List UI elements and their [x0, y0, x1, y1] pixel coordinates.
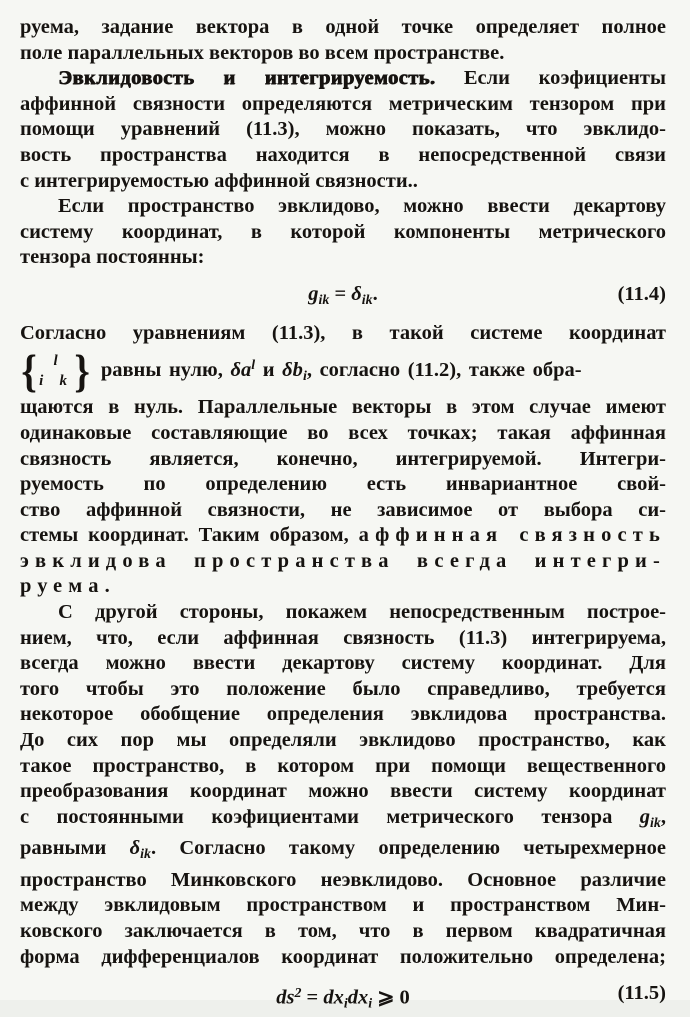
text-segment: равными: [20, 837, 130, 860]
text-segment: . Согласно такому определению четырехмерное: [150, 837, 666, 860]
text-segment: руемость по определению есть инвариантное свой-: [20, 473, 666, 496]
equation-11-4: [20, 282, 666, 313]
text-segment: пространство Минковского неэвклидово. Основное различие: [20, 868, 666, 891]
right-brace: }: [74, 345, 90, 397]
text-line: [20, 321, 666, 347]
text-line: [20, 395, 666, 421]
text-segment: связность является, конечно, интегрируемой. Интегри-: [20, 447, 666, 470]
page-content: [20, 15, 666, 1017]
text-line: [20, 836, 666, 867]
text-line: [20, 779, 666, 805]
text-line: [20, 728, 666, 754]
text-segment: Если коэфициенты: [435, 67, 666, 90]
text-segment: с интегрируемостью аффинной связности..: [20, 169, 418, 192]
christoffel-line: [20, 347, 666, 395]
text-line: [20, 754, 666, 780]
text-line: [20, 447, 666, 473]
text-line: [20, 805, 666, 836]
text-segment: i: [302, 368, 307, 384]
text-segment: поле параллельных векторов во всем пространстве.: [20, 41, 505, 64]
text-segment: того чтобы это положение было справедливо, требуется: [20, 677, 666, 700]
text-line: [20, 472, 666, 498]
text-segment: некоторое обобщение определения эвклидова пространства.: [20, 703, 666, 726]
christoffel-symbol: [20, 347, 91, 395]
text-segment: такое пространство, в котором при помощи вещественного: [20, 754, 666, 777]
text-line: [20, 15, 666, 41]
text-segment: =: [301, 986, 324, 1009]
text-segment: одинаковые составляющие во всех точках; такая аффинная: [20, 421, 666, 444]
text-segment: ⩾ 0: [372, 986, 410, 1009]
text-line: [20, 498, 666, 524]
text-segment: и: [255, 358, 283, 381]
text-segment: ство аффинной связности, не зависимое от выбора си-: [20, 498, 666, 521]
text-line: [20, 66, 666, 92]
text-segment: g: [308, 282, 319, 305]
text-line: [20, 117, 666, 143]
text-segment: ik: [318, 292, 330, 308]
christoffel-indices: [38, 351, 73, 392]
text-segment: δ: [351, 282, 362, 305]
text-line: [20, 194, 666, 220]
text-line: [20, 702, 666, 728]
text-segment: руема, задание вектора в одной точке определяет полное: [20, 16, 666, 38]
text-line: [20, 868, 666, 894]
text-line: [20, 919, 666, 945]
text-segment: ковского заключается в том, что в первом квадратичная: [20, 919, 666, 942]
text-segment: , согласно (11.2), также обра-: [306, 358, 582, 381]
text-segment: l: [251, 358, 256, 374]
text-segment: стемы координат. Таким образом,: [20, 524, 359, 547]
text-segment: с постоянными коэфициентами метрического тензора: [20, 805, 640, 828]
text-line: [20, 41, 666, 67]
text-segment: ik: [361, 292, 373, 308]
text-segment: =: [329, 282, 352, 305]
text-segment: С другой стороны, покажем непосредственным построе-: [58, 601, 666, 624]
text-segment: dx: [347, 986, 369, 1009]
section-heading: Эвклидовость и интегрируемость.: [58, 67, 436, 90]
text-segment: преобразования координат можно ввести систему координат: [20, 780, 666, 803]
text-segment: всегда можно ввести декартову систему координат. Для: [20, 652, 666, 675]
text-segment: g: [639, 805, 651, 828]
text-line: [20, 600, 666, 626]
text-segment: δb: [282, 358, 303, 381]
left-brace: {: [21, 345, 37, 397]
text-segment: dx: [323, 986, 344, 1009]
text-segment: нием, что, если аффинная связность (11.3) интегрируема,: [20, 626, 666, 649]
text-segment: ds: [276, 986, 295, 1009]
text-segment: ik: [650, 815, 661, 831]
text-segment: вость пространства находится в непосредственной связи: [20, 143, 666, 166]
text-segment: i: [368, 996, 373, 1012]
text-segment: δa: [230, 358, 252, 381]
text-segment: ,: [660, 805, 666, 828]
text-line: [20, 945, 666, 971]
text-line: [20, 651, 666, 677]
text-line: [20, 677, 666, 703]
text-line: [20, 220, 666, 246]
text-segment: форма дифференциалов координат положительно определена;: [20, 945, 666, 968]
text-segment: равны нулю,: [93, 358, 231, 381]
text-segment: эвклидова пространства всегда интегри-: [20, 549, 666, 572]
text-segment: тензора постоянны:: [20, 246, 205, 269]
text-line: [20, 574, 666, 600]
upper-index: l: [53, 352, 58, 369]
text-segment: систему координат, в которой компоненты метрического: [20, 220, 666, 243]
lower-indices: i k: [39, 373, 73, 390]
equation-number: (11.5): [617, 982, 666, 1005]
text-line: [20, 169, 666, 195]
text-line: [20, 92, 666, 118]
text-segment: щаются в нуль. Параллельные векторы в этом случае имеют: [20, 396, 666, 419]
text-segment: аффинной связности определяются метрическим тензором при: [20, 92, 666, 115]
text-segment: 2: [294, 986, 302, 1002]
text-segment: между эвклидовым пространством и пространством Мин-: [20, 894, 666, 917]
equation-11-5: [20, 981, 666, 1017]
text-segment: δ: [129, 837, 141, 860]
text-line: [20, 626, 666, 652]
text-segment: аффинная связность: [358, 524, 666, 547]
text-line: [20, 245, 666, 271]
text-segment: .: [372, 282, 378, 305]
text-segment: До сих пор мы определяли эвклидово пространство, как: [20, 729, 666, 752]
text-line: [20, 523, 666, 549]
text-segment: помощи уравнений (11.3), можно показать, что эвклидо-: [20, 118, 666, 141]
text-segment: ik: [140, 847, 151, 863]
text-line: [20, 549, 666, 575]
text-segment: i: [343, 996, 348, 1012]
text-line: [20, 143, 666, 169]
text-line: [20, 421, 666, 447]
text-segment: руема.: [20, 575, 116, 598]
equation-number: (11.4): [617, 282, 666, 305]
text-segment: Согласно уравнениям (11.3), в такой системе координат: [20, 322, 666, 345]
text-line: [20, 893, 666, 919]
text-segment: Если пространство эвклидово, можно ввести декартову: [58, 195, 666, 218]
